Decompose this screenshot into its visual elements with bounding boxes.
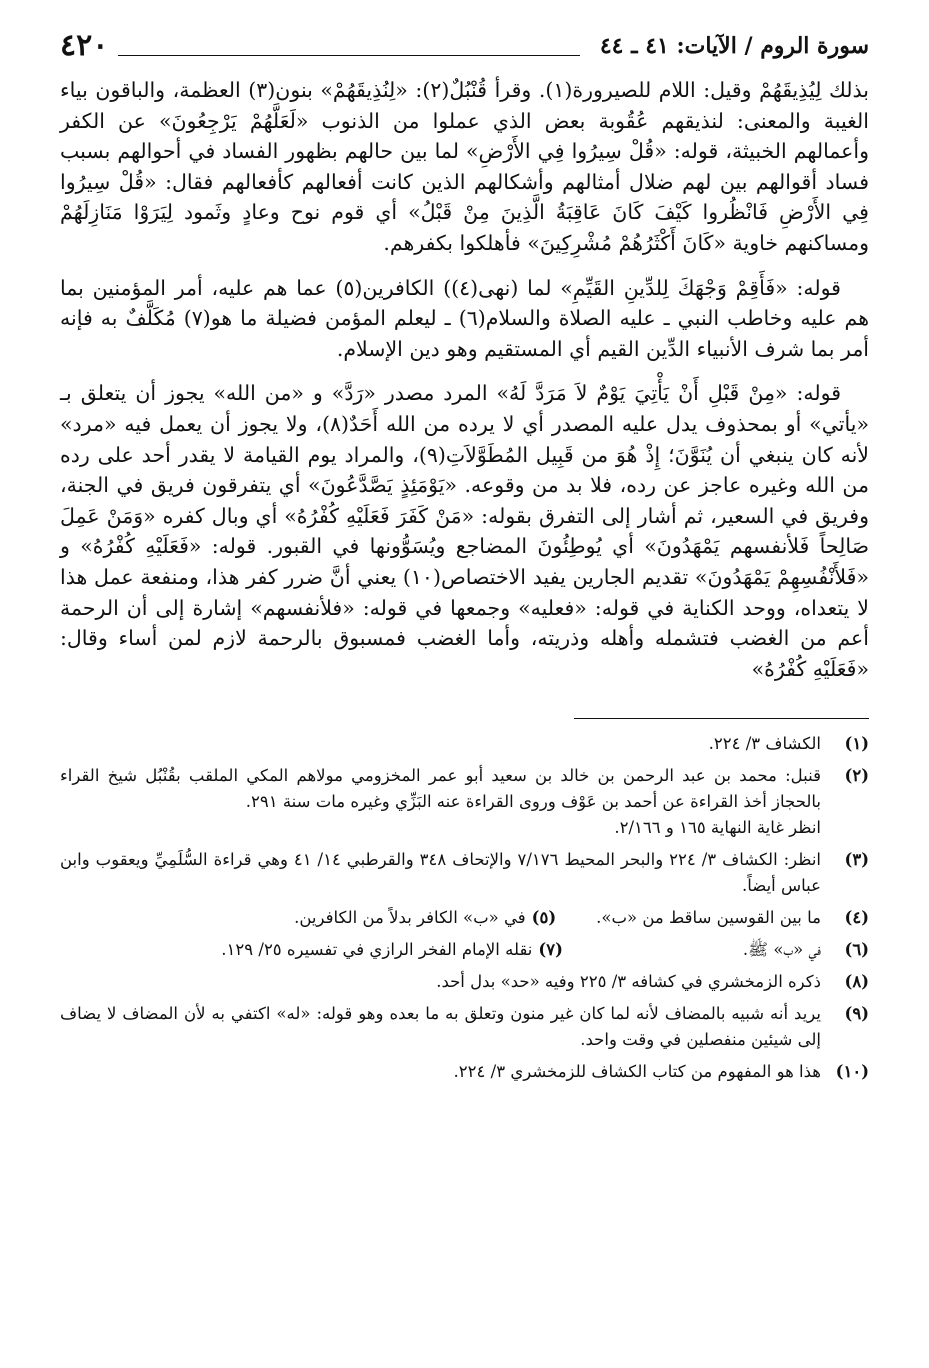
- footnote-number: (٩): [844, 1004, 869, 1024]
- footnote-number: (٨): [844, 972, 869, 992]
- footnote-number: (٢): [844, 766, 869, 786]
- footnote-2: [60, 763, 869, 841]
- footnote-text: يريد أنه شبيه بالمضاف لأنه لما كان غير منون وتعلق به ما بعده وهو قوله: «له» اكتفي به لأن المضاف لا يضاف إلى شيئين منفصلين في وقت واحد.: [60, 1004, 821, 1050]
- footnote-text: في «ب» ﷺ.: [742, 940, 821, 960]
- footnote-separator: [574, 718, 869, 719]
- footnote-row-6-7: [60, 937, 869, 963]
- header-rule: [118, 35, 579, 56]
- footnote-text: الكشاف ٣/ ٢٢٤.: [708, 734, 821, 754]
- footnote-7: [221, 937, 563, 963]
- page-number: ٤٢٠: [60, 28, 109, 63]
- footnote-reference: انظر غاية النهاية ١٦٥ و ٢/١٦٦.: [614, 818, 821, 838]
- footnote-1: [60, 731, 869, 757]
- footnote-number: (٥): [531, 908, 557, 928]
- footnotes: [60, 731, 869, 1085]
- footnote-number: (١): [844, 734, 869, 754]
- footnote-text: نقله الإمام الفخر الرازي في تفسيره ٢٥/ ١٢٩.: [221, 940, 533, 960]
- paragraph-1: بذلك لِيُذِيقَهُمْ وقيل: اللام للصيرورة(١). وقرأ قُنْبُلٌ(٢): «لِنُذِيقَهُمْ» بنون(٣) العظمة، والباقون بياء الغيبة والمعنى: لنذيقهم عُقُوبة بعض الذي عملوا من الذنوب «لَعَلَّهُمْ يَرْجِعُونَ» عن الكفر وأعمالهم الخبيثة، قوله: «قُلْ سِيرُوا فِي الأَرْضِ» لما بين حالهم بظهور الفساد في أحوالهم بسبب فساد أقوالهم بين لهم ضلال أمثالهم وأشكالهم الذين كانت أفعالهم كأفعالهم فقال: «قُلْ سِيرُوا فِي الأَرْضِ فَانْظُروا كَيْفَ كَانَ عَاقِبَةُ الَّذِينَ مِنْ قَبْلُ» أي قوم نوح وعادٍ وثَمود لِيَرَوْا مَنَازِلَهُمْ ومساكنهم خاوية «كَانَ أَكْثَرُهُمْ مُشْرِكِينَ» فأهلكوا بكفرهم.: [60, 78, 870, 255]
- footnote-number: (٦): [844, 940, 869, 960]
- footnote-10: [60, 1059, 869, 1085]
- footnote-4: [596, 905, 869, 931]
- paragraph-3: قوله: «مِنْ قَبْلِ أَنْ يَأْتِيَ يَوْمٌ لاَ مَرَدَّ لَهُ» المرد مصدر «رَدَّ» و «من الله» يجوز أن يتعلق بـ «يأتي» أو بمحذوف يدل عليه المصدر أي لا يرده من الله أَحَدٌ(٨)، ولا يجوز أن يعمل فيه «مرد» لأنه كان ينبغي أن يُنَوَّنَ؛ إِذْ هُوَ من قَبِيل المُطَوَّلاَتِ(٩)، والمراد يوم القيامة لا يقدر أحد على رده من الله وغيره عاجز عن رده، فلا بد من وقوعه. «يَوْمَئِذٍ يَصَّدَّعُونَ» أي يتفرقون فريق في الجنة، وفريق في السعير، ثم أشار إلى التفرق بقوله: «مَنْ كَفَرَ فَعَلَيْهِ كُفْرُهُ» أي وبال كفره «وَمَنْ عَمِلَ صَالِحاً فَلأنفسهم يَمْهَدُونَ» أي يُوطِئُونَ المضاجع ويُسَوُّونها في القبور. قوله: «فَعَلَيْهِ كُفْرُهُ» و «فَلأَنْفُسِهِمْ يَمْهَدُونَ» تقديم الجارين يفيد الاختصاص(١٠) يعني أنَّ ضرر كفر هذا، ومنفعة عمل هذا لا يتعداه، ووحد الكناية في قوله: «فعليه» وجمعها في قوله: «فلأنفسهم» إشارة إلى أن الرحمة أعم من الغضب فتشمله وأهله وذريته، وأما الغضب فمسبوق بالرحمة لازم لمن أساء وقال: «فَعَلَيْهِ كُفْرُهُ»: [60, 381, 869, 681]
- footnote-text: هذا هو المفهوم من كتاب الكشاف للزمخشري ٣/ ٢٢٤.: [453, 1062, 821, 1082]
- main-text: [60, 75, 869, 684]
- footnote-number: (٣): [844, 850, 869, 870]
- footnote-text: ذكره الزمخشري في كشافه ٣/ ٢٢٥ وفيه «حد» بدل أحد.: [436, 972, 821, 992]
- footnote-text: قنبل: محمد بن عبد الرحمن بن خالد بن سعيد أبو عمر المخزومي مولاهم المكي الملقب بقُنْبُل شيخ القراء بالحجاز أخذ القراءة عن أحمد بن عَوْف وروى القراءة عنه البَزِّي وغيره مات سنة ٢٩١.: [60, 766, 821, 812]
- footnote-6: [743, 937, 869, 963]
- footnote-3: [60, 847, 869, 899]
- footnote-9: [60, 1001, 869, 1053]
- footnote-number: (١٠): [835, 1062, 869, 1082]
- footnote-row-4-5: [60, 905, 869, 931]
- footnote-text: انظر: الكشاف ٣/ ٢٢٤ والبحر المحيط ٧/١٧٦ والإتحاف ٣٤٨ والقرطبي ١٤/ ٤١ وهي قراءة السُّلَمِيِّ ويعقوب وابن عباس أيضاً.: [60, 850, 821, 896]
- footnote-8: [60, 969, 869, 995]
- footnote-text: ما بين القوسين ساقط من «ب».: [596, 908, 821, 928]
- paragraph-2: قوله: «فَأَقِمْ وَجْهَكَ لِلدِّينِ القَيِّمِ» لما (نهى(٤)) الكافرين(٥) عما هم عليه، أمر المؤمنين بما هم عليه وخاطب النبي ـ عليه الصلاة والسلام(٦) ـ ليعلم المؤمن فضيلة ما هو(٧) مُكَلَّفٌ به فإنه أمر بما شرف الأنبياء الدِّين القيم أي المستقيم وهو دين الإسلام.: [60, 275, 870, 361]
- footnote-text: في «ب» الكافر بدلاً من الكافرين.: [294, 908, 526, 928]
- page-header: [60, 28, 869, 63]
- running-title: سورة الروم / الآيات: ٤١ ـ ٤٤: [599, 32, 869, 59]
- footnote-number: (٧): [538, 940, 563, 960]
- footnote-number: (٤): [844, 908, 869, 928]
- footnote-5: [294, 905, 556, 931]
